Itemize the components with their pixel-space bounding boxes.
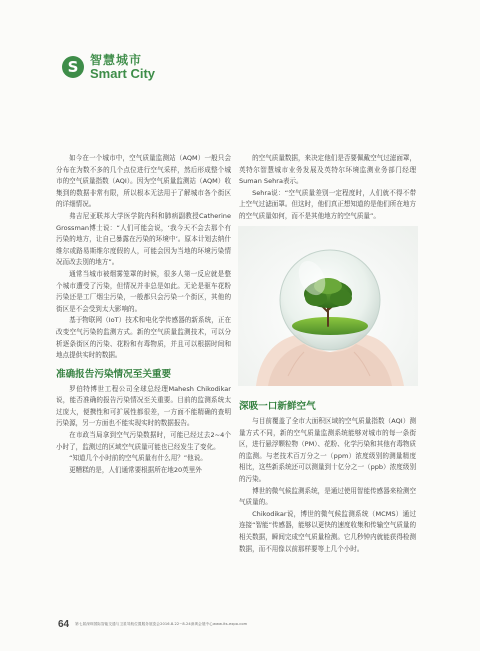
- page-number: 64: [58, 619, 70, 630]
- paragraph: 的空气质量数据，来决定他们是否要佩戴空气过滤面罩，英特尔智慧城市业务发展及英特尔环境监测业务部门经理Suman Sehra表示。: [239, 154, 416, 186]
- section-title: [90, 54, 155, 80]
- right-column-top: [239, 153, 416, 223]
- subheading-fresh-air: 深吸一口新鲜空气: [239, 401, 316, 412]
- section-title-chinese: 智慧城市: [90, 53, 143, 67]
- paragraph: 与目前覆盖了全市大面积区域的空气质量指数（AQI）测量方式不同，新的空气质量监测系统能够对城市的每一条街区，进行悬浮颗粒物（PM）、花粉、化学污染和其他有毒物质的监测。与老技术百万分之一（ppm）浓度级别的测量精度相比，这些新系统还可以测量到十亿分之一（ppb）浓度级别的污染。: [239, 417, 416, 483]
- photo-illustration: [238, 226, 418, 386]
- left-column: [56, 153, 231, 476]
- paragraph: 弗吉尼亚联邦大学医学院内科和肺病副教授Catherine Grossman博士说：“人们可能会说，‘我今天不会去那个有污染的地方，让自己暴露在污染的环境中’。原本计划去纳什维尔或路易斯维尔度假的人，可能会因为当地的环境污染情况而改去别的地方”。: [56, 211, 231, 267]
- paragraph: Sehra说：“空气质量差别一定程度时，人们就不得不带上空气过滤面罩。但这时，他们真正想知道的是他们所在地方的空气质量如何，而不是其他地方的空气质量”。: [239, 188, 416, 220]
- footer-text: 第七届深圳国际智能交通与卫星导航位置服务展览会2016.8.22~8.24深圳会展中心www.its-expo.com: [75, 622, 248, 626]
- paragraph: 博世的微气候监测系统，是通过使用智能传感器来检测空气质量的。: [239, 486, 416, 507]
- subheading-accurate-reporting: 准确报告污染情况至关重要: [56, 368, 172, 380]
- tree-in-globe-photo: [238, 226, 418, 386]
- paragraph: 在市政当局拿到空气污染数据时，可能已经过去2~4个小时了，监测过的区域空气质量可能也已经发生了变化。: [56, 431, 231, 451]
- paragraph: Chikodikar说，博世的微气候监测系统（MCMS）通过连接“智能”传感器，能够以更快的速度收集和传输空气质量的相关数据，瞬间完成空气质量检测。它几秒钟内就能获得检测数据，而不用像以前那样要等上几个小时。: [239, 509, 417, 553]
- paragraph: 通常当城市被烟雾笼罩的时候，很多人第一反应就是整个城市遭受了污染，但情况并非总是如此。无论是驱车花粉污染还是工厂烟尘污染，一般都只会污染一个街区，其他的街区是不会受到太大影响的。: [56, 269, 231, 313]
- smart-city-logo-icon: [62, 56, 84, 78]
- paragraph: 基于物联网（IoT）技术和电化学传感器的新系统，正在改变空气污染的监测方式。新的空气质量监测技术，可以分析逐条街区的污染、花粉和有毒物质，并且可以根据时间和地点提供实时的数据。: [56, 316, 231, 360]
- paragraph: “知道几个小时前的空气质量有什么用？”他说。: [69, 454, 207, 463]
- section-title-english: Smart City: [90, 66, 156, 81]
- paragraph: 罗伯特博世工程公司全球总经理Mahesh Chikodikar说，能否准确的报告污染情况至关重要。目前的监测系统太过庞大，便携性和可扩展性都很差，一方面不能精确的查明污染源，另一方面也不能实现实时的数据报告。: [56, 384, 231, 428]
- right-column-bottom: [239, 400, 416, 555]
- paragraph: 如今在一个城市中，空气质量监测站（AQM）一般只会分布在为数不多的几个点位进行空气采样，然后形成整个城市的空气质量指数（AQI）。因为空气质量监测站（AQM）收集到的数据非常有限，所以根本无法用于了解城市各个街区的详细情况。: [56, 154, 231, 209]
- page-footer: [58, 619, 247, 630]
- logo-letter: S: [67, 57, 79, 76]
- section-header: [62, 50, 155, 84]
- paragraph: 更糟糕的是，人们通常要根据所在地20英里外: [69, 465, 202, 474]
